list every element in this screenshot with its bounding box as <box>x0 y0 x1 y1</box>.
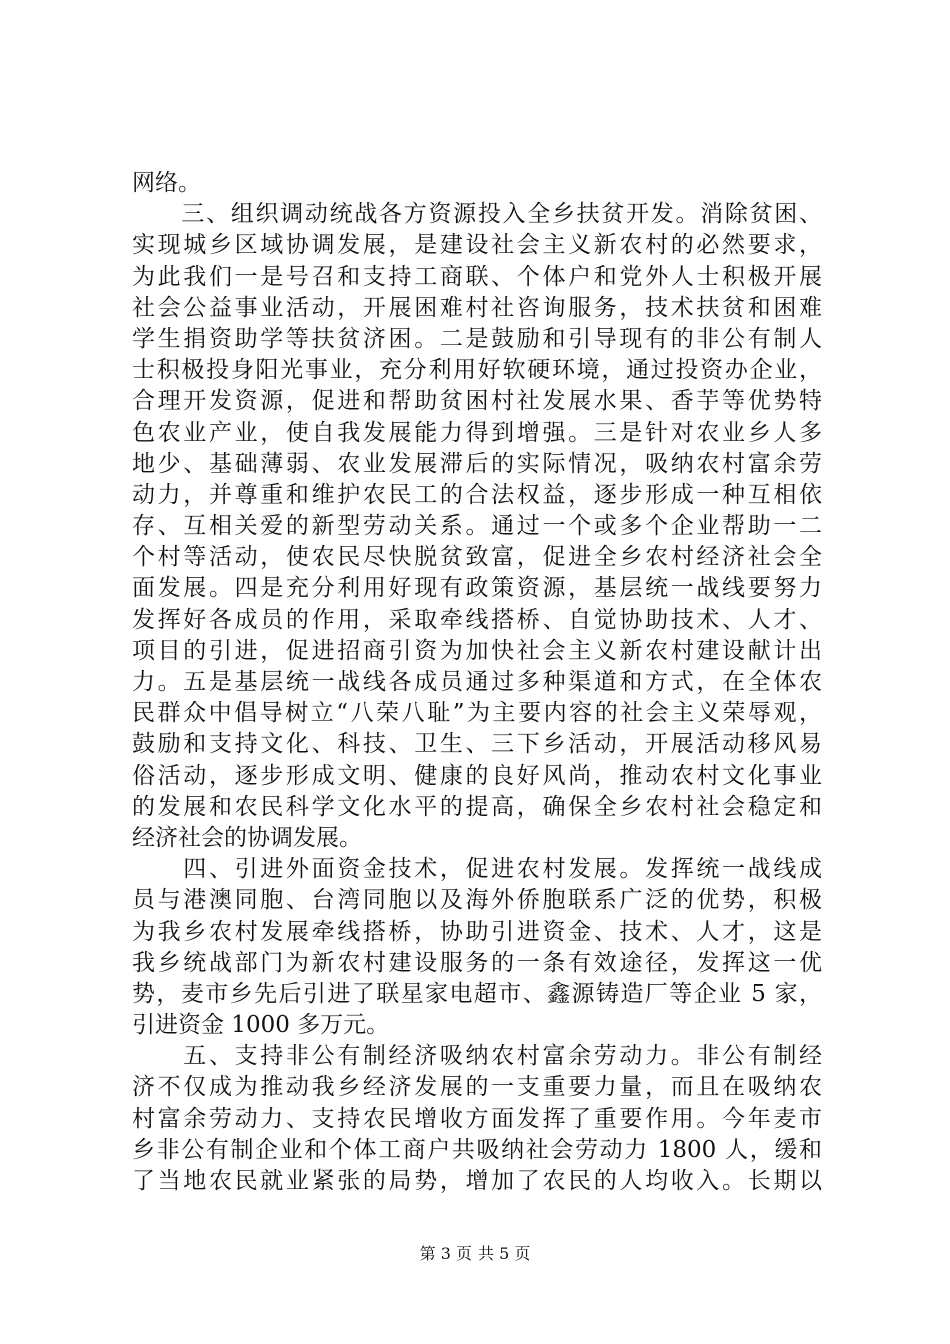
text-line: 存、互相关爱的新型劳动关系。通过一个或多个企业帮助一二 <box>132 513 822 540</box>
text-line: 我乡统战部门为新农村建设服务的一条有效途径，发挥这一优 <box>132 949 822 976</box>
text-line: 济不仅成为推动我乡经济发展的一支重要力量，而且在吸纳农 <box>132 1074 822 1101</box>
text-line: 的发展和农民科学文化水平的提高，确保全乡农村社会稳定和 <box>132 793 822 820</box>
text-line: 五、支持非公有制经济吸纳农村富余劳动力。非公有制经 <box>132 1043 822 1070</box>
text-line: 面发展。四是充分利用好现有政策资源，基层统一战线要努力 <box>132 575 822 602</box>
text-line: 为此我们一是号召和支持工商联、个体户和党外人士积极开展 <box>132 263 822 290</box>
text-line: 合理开发资源，促进和帮助贫困村社发展水果、香芋等优势特 <box>132 388 822 415</box>
text-line: 士积极投身阳光事业，充分利用好软硬环境，通过投资办企业， <box>132 357 822 384</box>
text-line: 力。五是基层统一战线各成员通过多种渠道和方式，在全体农 <box>132 669 822 695</box>
text-line: 三、组织调动统战各方资源投入全乡扶贫开发。消除贫困、 <box>132 201 822 228</box>
text-line: 为我乡农村发展牵线搭桥，协助引进资金、技术、人才，这是 <box>132 918 822 945</box>
text-line: 网络。 <box>132 170 201 196</box>
text-line: 势，麦市乡先后引进了联星家电超市、鑫源铸造厂等企业 5 家， <box>132 980 822 1007</box>
text-line: 了当地农民就业紧张的局势，增加了农民的人均收入。长期以 <box>132 1168 822 1194</box>
text-line: 四、引进外面资金技术，促进农村发展。发挥统一战线成 <box>132 856 822 883</box>
text-line: 村富余劳动力、支持农民增收方面发挥了重要作用。今年麦市 <box>132 1105 822 1132</box>
page-total: 共 5 页 <box>478 1244 531 1263</box>
text-line: 鼓励和支持文化、科技、卫生、三下乡活动，开展活动移风易 <box>132 731 822 758</box>
text-line: 项目的引进，促进招商引资为加快社会主义新农村建设献计出 <box>132 637 822 664</box>
text-line: 民群众中倡导树立“八荣八耻”为主要内容的社会主义荣辱观， <box>132 700 822 727</box>
text-line: 实现城乡区域协调发展，是建设社会主义新农村的必然要求， <box>132 232 822 259</box>
text-line: 发挥好各成员的作用，采取牵线搭桥、自觉协助技术、人才、 <box>132 606 822 633</box>
text-line: 员与港澳同胞、台湾同胞以及海外侨胞联系广泛的优势，积极 <box>132 887 822 914</box>
text-line: 引进资金 1000 多万元。 <box>132 1012 390 1039</box>
text-line: 乡非公有制企业和个体工商户共吸纳社会劳动力 1800 人，缓和 <box>132 1136 822 1163</box>
text-line: 动力，并尊重和维护农民工的合法权益，逐步形成一种互相依 <box>132 481 822 508</box>
text-line: 地少、基础薄弱、农业发展滞后的实际情况，吸纳农村富余劳 <box>132 450 822 477</box>
text-line: 学生捐资助学等扶贫济困。二是鼓励和引导现有的非公有制人 <box>132 325 822 352</box>
page-number: 第 3 页 <box>419 1244 472 1263</box>
text-line: 个村等活动，使农民尽快脱贫致富，促进全乡农村经济社会全 <box>132 544 822 571</box>
document-body <box>132 168 822 1197</box>
page-footer <box>0 1243 950 1265</box>
text-line: 社会公益事业活动，开展困难村社咨询服务，技术扶贫和困难 <box>132 294 822 321</box>
text-line: 色农业产业，使自我发展能力得到增强。三是针对农业乡人多 <box>132 419 822 446</box>
text-line: 俗活动，逐步形成文明、健康的良好风尚，推动农村文化事业 <box>132 762 822 789</box>
text-line: 经济社会的协调发展。 <box>132 824 362 851</box>
